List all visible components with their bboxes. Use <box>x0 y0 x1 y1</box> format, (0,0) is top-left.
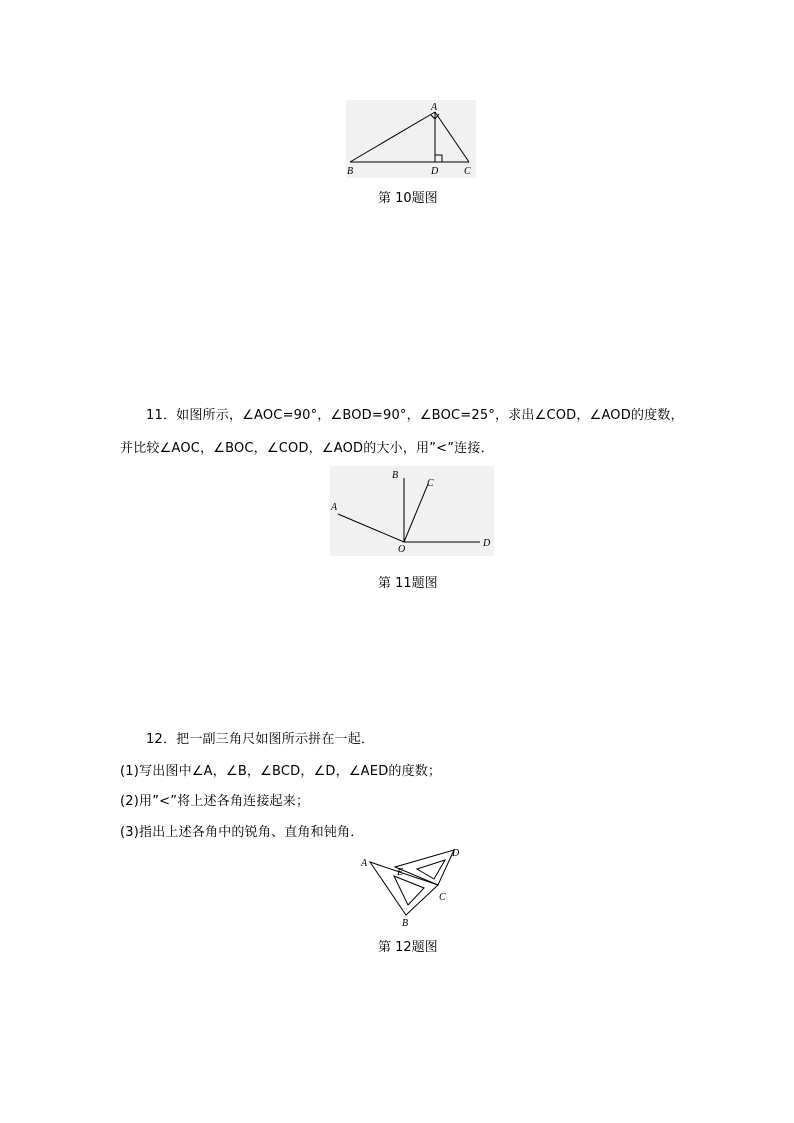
figure-12 <box>360 845 465 930</box>
figure-12-diagram <box>360 845 465 930</box>
figure-10-caption: 第 10题图 <box>378 191 438 206</box>
segment-ab <box>350 112 435 162</box>
label-o: O <box>398 544 406 555</box>
set-square-30-inner <box>417 860 445 879</box>
right-angle-mark-d <box>435 155 442 162</box>
label-c: C <box>427 478 434 489</box>
figure-11 <box>330 466 494 556</box>
ray-oa <box>338 514 404 542</box>
ray-oc <box>404 484 428 542</box>
label-d: D <box>431 166 439 177</box>
label-c: C <box>439 892 446 903</box>
figure-10-diagram <box>346 100 476 178</box>
label-d: D <box>452 848 460 859</box>
label-d: D <box>483 538 491 549</box>
figure-11-diagram <box>330 466 494 556</box>
question-12-part-2: (2)用”<”将上述各角连接起来； <box>120 794 310 809</box>
label-a: A <box>361 858 368 869</box>
label-a: A <box>431 102 438 113</box>
set-square-45-outer <box>370 862 438 915</box>
question-11-line-1: 11．如图所示，∠AOC=90°，∠BOD=90°，∠BOC=25°，求出∠COD，∠AOD的度数， <box>146 408 684 423</box>
label-b: B <box>347 166 354 177</box>
figure-10 <box>346 100 476 178</box>
set-square-45-inner <box>394 876 424 905</box>
question-12-part-1: (1)写出图中∠A，∠B，∠BCD，∠D，∠AED的度数； <box>120 764 442 779</box>
question-11-line-2: 并比较∠AOC，∠BOC，∠COD，∠AOD的大小，用”<”连接． <box>120 441 494 456</box>
question-12-title: 12．把一副三角尺如图所示拼在一起． <box>146 732 375 747</box>
figure-12-caption: 第 12题图 <box>378 940 438 955</box>
label-a: A <box>331 502 338 513</box>
question-12-part-3: (3)指出上述各角中的锐角、直角和钝角． <box>120 825 364 840</box>
label-b: B <box>402 918 409 929</box>
label-c: C <box>464 166 471 177</box>
figure-11-caption: 第 11题图 <box>378 576 438 591</box>
label-b: B <box>392 470 399 481</box>
label-e: E <box>397 867 404 878</box>
